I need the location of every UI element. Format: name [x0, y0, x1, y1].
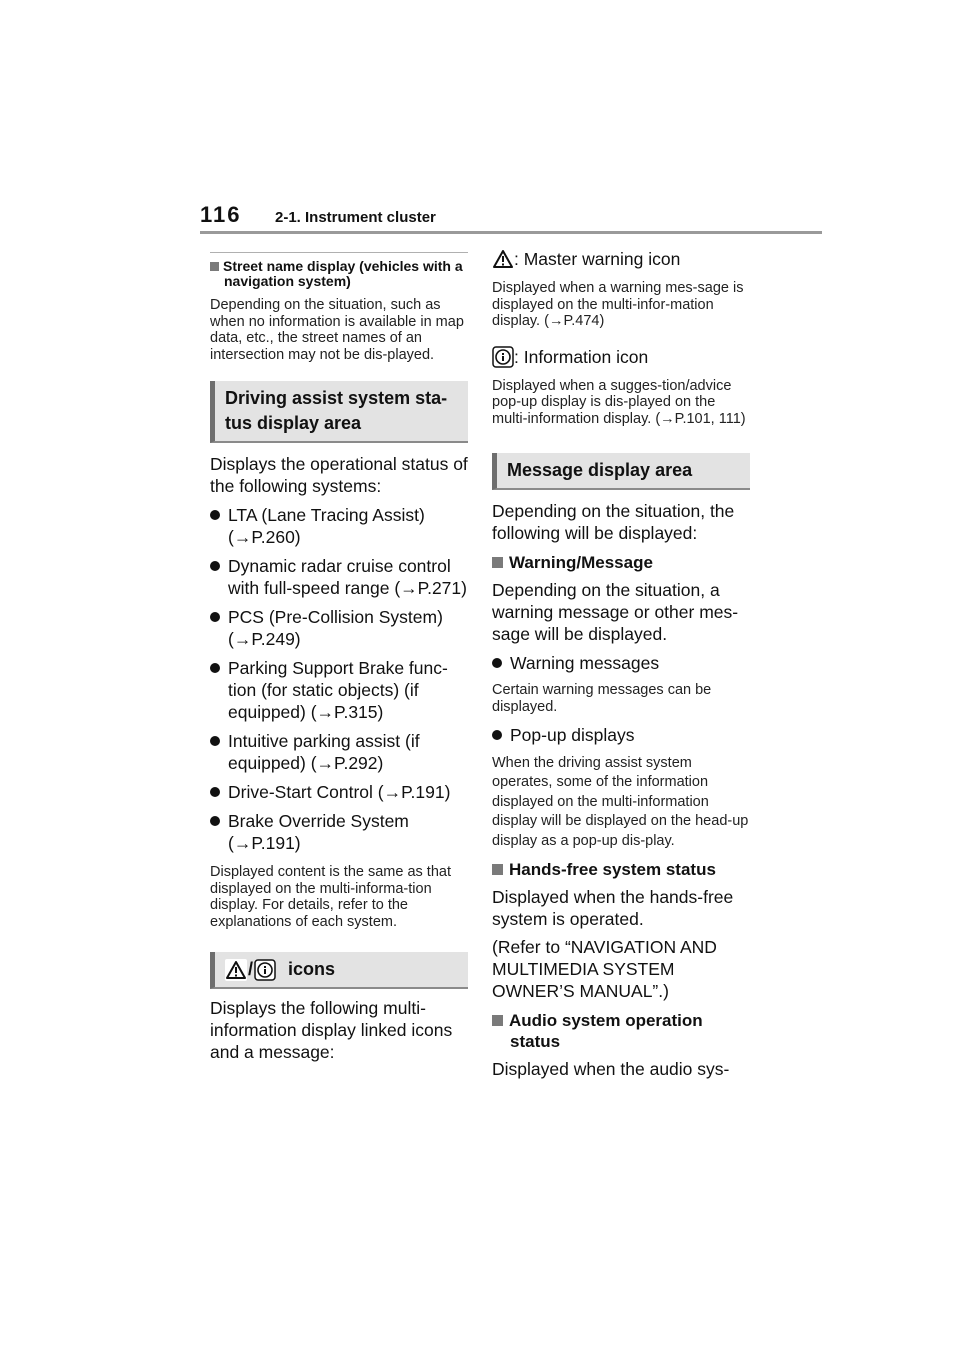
list-item: Brake Override System (→P.191)	[210, 810, 468, 854]
information-text: Displayed when a sugges-tion/advice pop-up display is dis-played on the multi-information display. (→P.101, 111)	[492, 377, 746, 427]
header-divider	[200, 231, 822, 234]
square-bullet-icon	[492, 557, 503, 568]
left-column	[210, 252, 468, 1063]
square-bullet-icon	[492, 864, 503, 875]
icons-section-title	[210, 952, 468, 989]
right-column	[492, 248, 750, 1080]
handsfree-text: Displayed when the hands-free system is operated.	[492, 887, 734, 930]
icons-separator: /	[248, 959, 254, 979]
list-item: Intuitive parking assist (if equipped) (→P.292)	[210, 730, 468, 774]
list-item: LTA (Lane Tracing Assist) (→P.260)	[210, 504, 468, 548]
warning-triangle-icon	[225, 959, 247, 981]
list-item: Dynamic radar cruise control with full-speed range (→P.271)	[210, 555, 468, 599]
list-item: PCS (Pre-Collision System) (→P.249)	[210, 606, 468, 650]
warning-messages-bullet: Warning messages	[492, 652, 750, 674]
master-warning-label: : Master warning icon	[514, 249, 681, 269]
information-icon	[254, 959, 276, 981]
icons-section-label: icons	[288, 959, 336, 979]
popup-displays-text: When the driving assist system operates, some of the information displayed on the multi-information display will be displayed on the head-up display as a pop-up dis-play.	[492, 755, 749, 849]
square-bullet-icon	[210, 262, 219, 271]
information-label-row	[492, 346, 750, 368]
street-name-heading: Street name display (vehicles with a navigation system)	[210, 259, 468, 289]
popup-displays-bullet: Pop-up displays	[492, 724, 750, 746]
master-warning-text: Displayed when a warning mes-sage is displayed on the multi-infor-mation display. (→P.474)	[492, 280, 744, 329]
driving-assist-note: Displayed content is the same as that displayed on the multi-informa-tion display. For details, refer to the explanations of each system.	[210, 864, 451, 930]
page-number: 116	[200, 202, 242, 227]
audio-status-heading: Audio system operation status	[492, 1010, 750, 1052]
warning-messages-text: Certain warning messages can be displayed.	[492, 682, 712, 715]
warning-message-heading: Warning/Message	[492, 552, 750, 573]
page-header	[200, 200, 820, 240]
information-label: : Information icon	[514, 346, 649, 367]
section-divider	[210, 252, 468, 253]
warning-triangle-icon	[492, 248, 514, 270]
street-name-text: Depending on the situation, such as when no information is available in map data, etc., the street names of an intersection may not be dis-played.	[210, 297, 464, 363]
message-area-section-title: Message display area	[492, 453, 750, 490]
driving-assist-intro: Displays the operational status of the following systems:	[210, 454, 468, 496]
handsfree-heading: Hands-free system status	[492, 859, 750, 880]
message-area-intro: Depending on the situation, the following will be displayed:	[492, 501, 735, 543]
driving-assist-section-title: Driving assist system sta-tus display area	[210, 381, 468, 443]
square-bullet-icon	[492, 1015, 503, 1026]
handsfree-reference: (Refer to “NAVIGATION AND MULTIMEDIA SYSTEM OWNER’S MANUAL”.)	[492, 937, 717, 1002]
warning-message-text: Depending on the situation, a warning message or other mes-sage will be displayed.	[492, 580, 739, 644]
list-item: Drive-Start Control (→P.191)	[210, 781, 468, 803]
master-warning-label-row	[492, 248, 750, 270]
icons-section-intro: Displays the following multi-information display linked icons and a message:	[210, 998, 453, 1062]
chapter-title: 2-1. Instrument cluster	[275, 209, 436, 226]
audio-status-text: Displayed when the audio sys-	[492, 1059, 730, 1080]
list-item: Parking Support Brake func-tion (for static objects) (if equipped) (→P.315)	[210, 657, 468, 723]
information-icon	[492, 346, 514, 368]
